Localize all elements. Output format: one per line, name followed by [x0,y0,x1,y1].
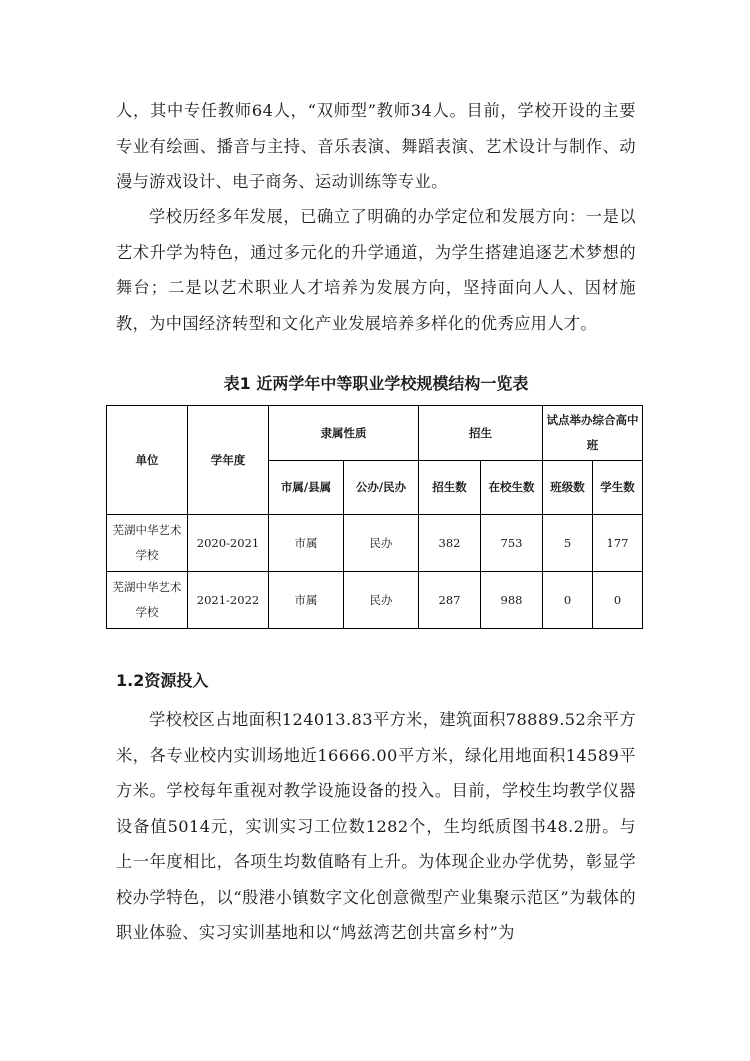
section-heading: 1.2资源投入 [116,671,209,690]
cell-year: 2021-2022 [188,572,269,629]
table-row [107,572,643,629]
paragraph-school-positioning: 学校历经多年发展，已确立了明确的办学定位和发展方向：一是以艺术升学为特色，通过多元化的升学通道，为学生搭建追逐艺术梦想的舞台；二是以艺术职业人才培养为发展方向，坚持面向人人、因材施教，为中国经济转型和文化产业发展培养多样化的优秀应用人才。 [116,207,636,333]
cell-year: 2020-2021 [188,515,269,572]
paragraph-resources: 学校校区占地面积124013.83平方米，建筑面积78889.52余平方米，各专业校内实训场地近16666.00平方米，绿化用地面积14589平方米。学校每年重视对教学设施设备的投入。目前，学校生均教学仪器设备值5014元，实训实习工位数1282个，生均纸质图书48.2册。与上一年度相比，各项生均数值略有上升。为体现企业办学优势，彰显学校办学特色，以“殷港小镇数字文化创意微型产业集聚示范区”为载体的职业体验、实习实训基地和以“鸠兹湾艺创共富乡村”为 [116,710,636,942]
header-enrolled: 招生数 [419,461,481,515]
table-caption: 表1 近两学年中等职业学校规模结构一览表 [223,374,529,393]
table-row [107,515,643,572]
table-header-row [107,406,643,461]
header-classes: 班级数 [543,461,593,515]
header-students: 在校生数 [481,461,543,515]
cell-students: 988 [481,572,543,629]
cell-type: 民办 [344,572,419,629]
cell-unit: 芜湖中华艺术学校 [107,515,188,572]
cell-students: 753 [481,515,543,572]
cell-type: 民办 [344,515,419,572]
cell-classes: 0 [543,572,593,629]
header-enroll: 招生 [419,406,543,461]
header-nature: 隶属性质 [269,406,419,461]
cell-classes: 5 [543,515,593,572]
school-scale-table [106,405,643,629]
cell-affiliation: 市属 [269,572,344,629]
header-pilot-students: 学生数 [593,461,643,515]
header-year: 学年度 [188,406,269,515]
cell-enrolled: 287 [419,572,481,629]
header-type: 公办/民办 [344,461,419,515]
cell-affiliation: 市属 [269,515,344,572]
cell-pilot-students: 0 [593,572,643,629]
header-pilot: 试点举办综合高中班 [543,406,643,461]
cell-unit: 芜湖中华艺术学校 [107,572,188,629]
cell-enrolled: 382 [419,515,481,572]
header-affiliation: 市属/县属 [269,461,344,515]
cell-pilot-students: 177 [593,515,643,572]
header-unit: 单位 [107,406,188,515]
paragraph-teachers-majors: 人，其中专任教师64人，“双师型”教师34人。目前，学校开设的主要专业有绘画、播音与主持、音乐表演、舞蹈表演、艺术设计与制作、动漫与游戏设计、电子商务、运动训练等专业。 [116,101,636,191]
